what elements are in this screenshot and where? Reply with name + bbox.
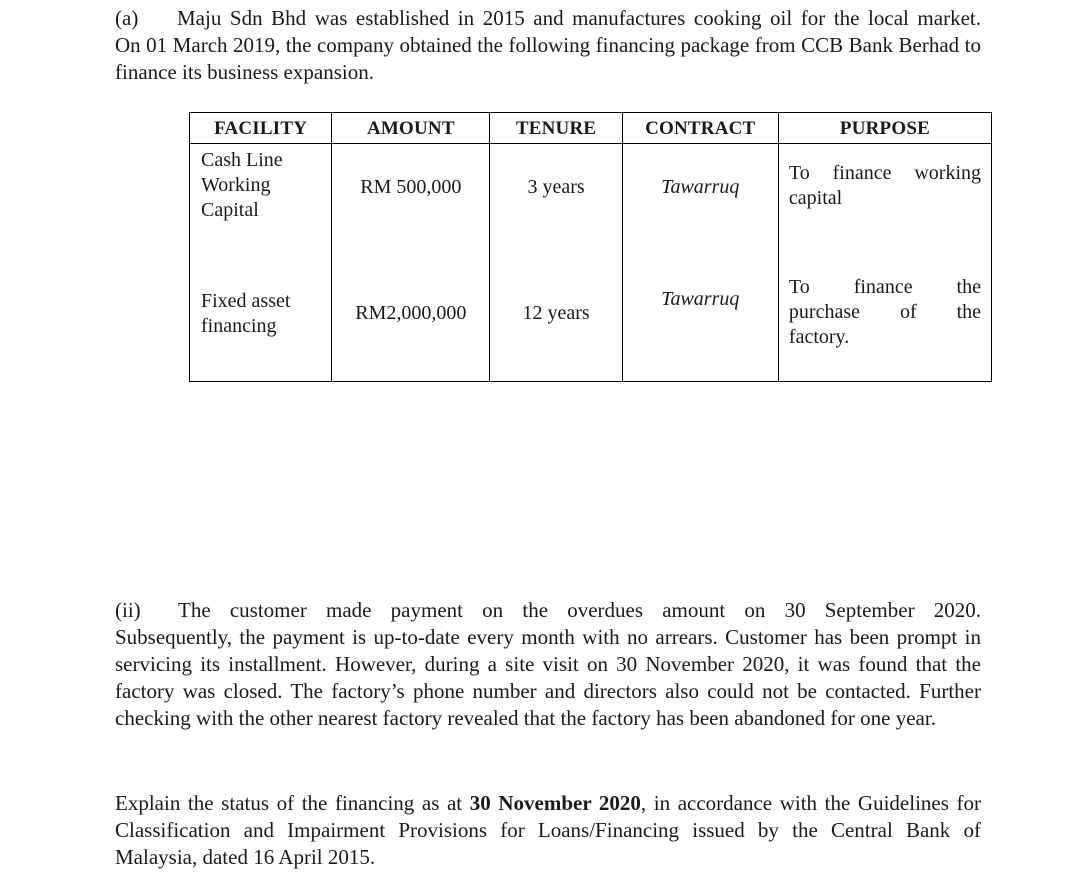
part-ii-first-line-text: The customer made payment on the overdues amount on 30 September 2020. xyxy=(178,598,981,622)
part-ii-first-line xyxy=(115,597,981,624)
amount-cell: RM2,000,000 xyxy=(332,273,490,382)
contract-cell: Tawarruq xyxy=(622,273,778,382)
table-row xyxy=(190,273,992,382)
facility-line: Working xyxy=(201,174,271,196)
purpose-line: factory. xyxy=(788,326,850,348)
facility-line: Cash Line xyxy=(201,149,283,171)
amount-cell: RM 500,000 xyxy=(332,144,490,274)
facility-line: Capital xyxy=(201,199,259,221)
question-text-after: , in accordance with the Guidelines for Classification and Impairment Provisions for Loans/Financing issued by the Central Bank of Malaysia, dated 16 April 2015. xyxy=(115,791,982,869)
intro-paragraph xyxy=(115,5,981,86)
header-amount: AMOUNT xyxy=(332,113,490,144)
purpose-line: To finance working xyxy=(788,162,981,184)
tenure-cell: 3 years xyxy=(490,144,622,274)
purpose-line: To finance the xyxy=(788,276,981,298)
part-ii-label: (ii) xyxy=(115,598,141,622)
intro-first-line-text: Maju Sdn Bhd was established in 2015 and manufactures cooking oil for the local market. xyxy=(177,6,981,30)
part-ii-paragraph xyxy=(115,597,981,732)
purpose-cell xyxy=(778,273,991,382)
table-row xyxy=(190,144,992,274)
purpose-cell xyxy=(778,144,991,274)
question-text-before: Explain the status of the financing as at xyxy=(115,791,470,815)
contract-cell: Tawarruq xyxy=(622,144,778,274)
facility-cell xyxy=(190,273,332,382)
facility-line: financing xyxy=(201,315,277,337)
tenure-cell: 12 years xyxy=(490,273,622,382)
header-purpose: PURPOSE xyxy=(778,113,991,144)
header-contract: CONTRACT xyxy=(622,113,778,144)
intro-rest-text: On 01 March 2019, the company obtained the following financing package from CCB Bank Berhad to finance its business expansion. xyxy=(115,33,981,84)
table-header-row xyxy=(190,113,992,144)
financing-table xyxy=(189,112,992,382)
question-date: 30 November 2020 xyxy=(469,791,641,815)
question-paragraph xyxy=(115,790,981,871)
header-facility: FACILITY xyxy=(190,113,332,144)
purpose-line: capital xyxy=(788,187,843,209)
intro-first-line xyxy=(115,5,981,32)
facility-line: Fixed asset xyxy=(201,290,291,312)
purpose-line: purchase of the xyxy=(788,301,981,323)
part-ii-rest-text: Subsequently, the payment is up-to-date every month with no arrears. Customer has been prompt in servicing its installment. However, during a site visit on 30 November 2020, it was found that the factory was closed. The factory’s phone number and directors also could not be contacted. Further checking with the other nearest factory revealed that the factory has been abandoned for one year. xyxy=(115,625,981,730)
header-tenure: TENURE xyxy=(490,113,622,144)
part-a-label: (a) xyxy=(115,6,139,30)
facility-cell xyxy=(190,144,332,274)
